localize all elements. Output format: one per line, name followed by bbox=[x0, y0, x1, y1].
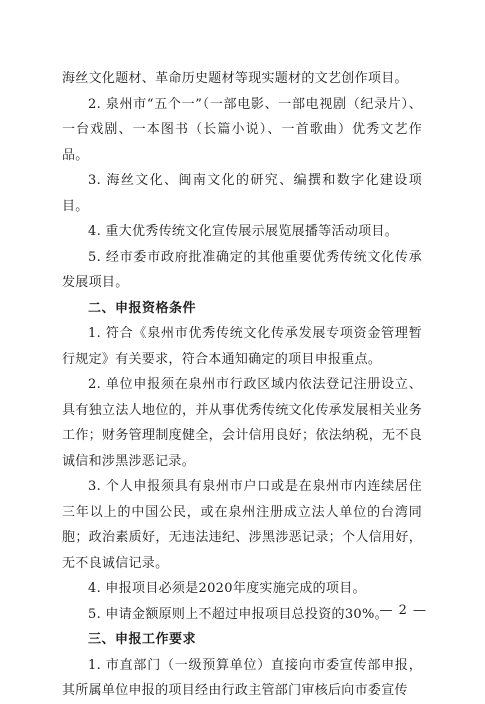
paragraph: 1. 市直部门（一级预算单位）直接向市委宣传部申报，其所属单位申报的项目经由行政主管部门审核后向市委宣传 bbox=[62, 657, 422, 698]
paragraph: 海丝文化题材、革命历史题材等现实题材的文艺创作项目。 bbox=[62, 71, 408, 86]
paragraph: 3. 个人申报须具有泉州市户口或是在泉州市内连续居住三年以上的中国公民，或在泉州注册成立法人单位的台湾同胞；政治素质好，无违法违纪、涉黑涉恶记录；个人信用好，无不良诚信记录。 bbox=[62, 479, 422, 571]
page-number: — 2 — bbox=[379, 603, 427, 618]
section-heading: 二、申报资格条件 bbox=[88, 300, 197, 316]
section-heading: 三、申报工作要求 bbox=[88, 632, 197, 647]
paragraph: 3. 海丝文化、闽南文化的研究、编撰和数字化建设项目。 bbox=[62, 173, 422, 214]
paragraph: 2. 泉州市“五个一”（一部电影、一部电视剧（纪录片）、一台戏剧、一本图书（长篇小说）、一首歌曲）优秀文艺作品。 bbox=[62, 96, 422, 163]
paragraph: 5. 经市委市政府批准确定的其他重要优秀传统文化传承发展项目。 bbox=[62, 249, 422, 290]
paragraph: 4. 重大优秀传统文化宣传展示展览展播等活动项目。 bbox=[88, 224, 399, 239]
paragraph: 4. 申报项目必须是2020年度实施完成的项目。 bbox=[88, 581, 366, 596]
paragraph: 5. 申请金额原则上不超过申报项目总投资的30%。 bbox=[88, 606, 388, 622]
document-body bbox=[62, 66, 422, 704]
paragraph: 2. 单位申报须在泉州市行政区域内依法登记注册设立、具有独立法人地位的，并从事优秀传统文化传承发展相关业务工作；财务管理制度健全，会计信用良好；依法纳税，无不良诚信和涉黑涉恶记录。 bbox=[62, 377, 422, 469]
paragraph: 1. 符合《泉州市优秀传统文化传承发展专项资金管理暂行规定》有关要求，符合本通知确定的项目申报重点。 bbox=[62, 326, 422, 367]
